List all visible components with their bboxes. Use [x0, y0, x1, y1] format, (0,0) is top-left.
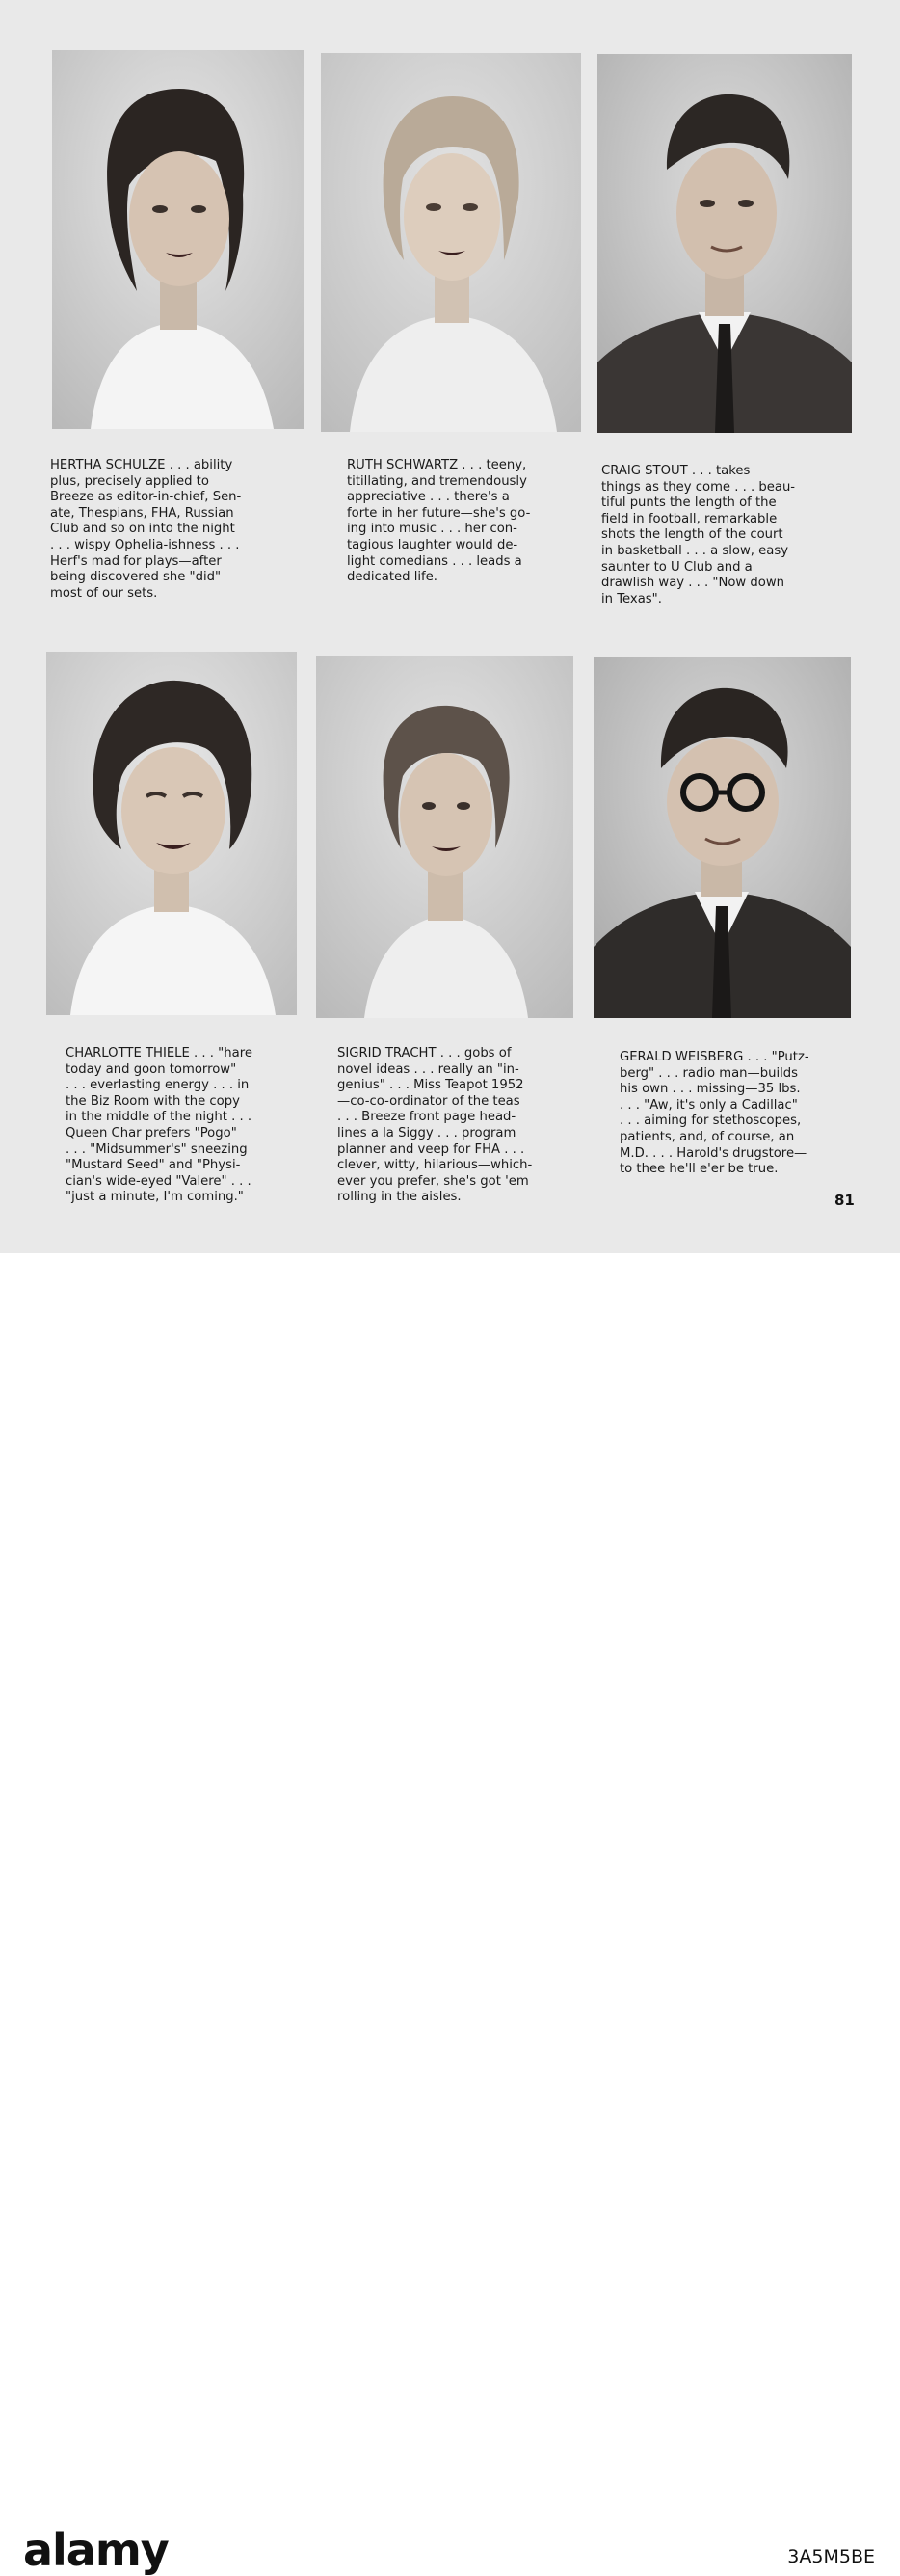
stock-footer: [0, 1253, 900, 2576]
portrait-gerald-weisberg: [594, 657, 851, 1018]
portrait-charlotte-thiele: [46, 652, 297, 1015]
caption-ruth-schwartz: RUTH SCHWARTZ . . . teeny, titillating, and tremendously appreciative . . . there's a forte in her future—she's go- ing into music . . . her con- tagious laughter would de- light comedians . . . leads a dedicated life.: [347, 458, 531, 585]
image-id: 3A5M5BE: [787, 2546, 875, 2567]
portrait-sigrid-tracht: [316, 656, 573, 1018]
caption-charlotte-thiele: CHARLOTTE THIELE . . . "hare today and goon tomorrow" . . . everlasting energy . . . in the Biz Room with the copy in the middle of the night . . . Queen Char prefers "Pogo" . . . "Midsummer's" sneezing "Mustard Seed" and "Physi- cian's wide-eyed "Valere" . . . "just a minute, I'm coming.": [66, 1046, 252, 1205]
caption-craig-stout: CRAIG STOUT . . . takes things as they come . . . beau- tiful punts the length of the field in football, remarkable shots the length of the court in basketball . . . a slow, easy saunter to U Club and a drawlish way . . . "Now down in Texas".: [601, 464, 796, 606]
portrait-ruth-schwartz: [321, 53, 581, 432]
yearbook-page: [0, 0, 900, 1253]
portrait-craig-stout: [597, 54, 852, 433]
watermark-logo: alamy: [23, 2524, 169, 2576]
page-number: 81: [834, 1192, 855, 1209]
caption-gerald-weisberg: GERALD WEISBERG . . . "Putz- berg" . . . radio man—builds his own . . . missing—35 lbs. . . . "Aw, it's only a Cadillac" . . . aiming for stethoscopes, patients, and, of course, an M.D. . . . Harold's drugstore— to thee he'll e'er be true.: [620, 1050, 809, 1177]
caption-sigrid-tracht: SIGRID TRACHT . . . gobs of novel ideas . . . really an "in- genius" . . . Miss Teapot 1952 —co-co-ordinator of the teas . . . Breeze front page head- lines a la Siggy . . . program planner and veep for FHA . . . clever, witty, hilarious—which- ever you prefer, she's got 'em rolling in the aisles.: [337, 1046, 533, 1205]
caption-hertha-schulze: HERTHA SCHULZE . . . ability plus, precisely applied to Breeze as editor-in-chief, Sen- ate, Thespians, FHA, Russian Club and so on into the night . . . wispy Ophelia-ishness . . . Herf's mad for plays—after being discovered she "did" most of our sets.: [50, 458, 242, 601]
portrait-hertha-schulze: [52, 50, 304, 429]
